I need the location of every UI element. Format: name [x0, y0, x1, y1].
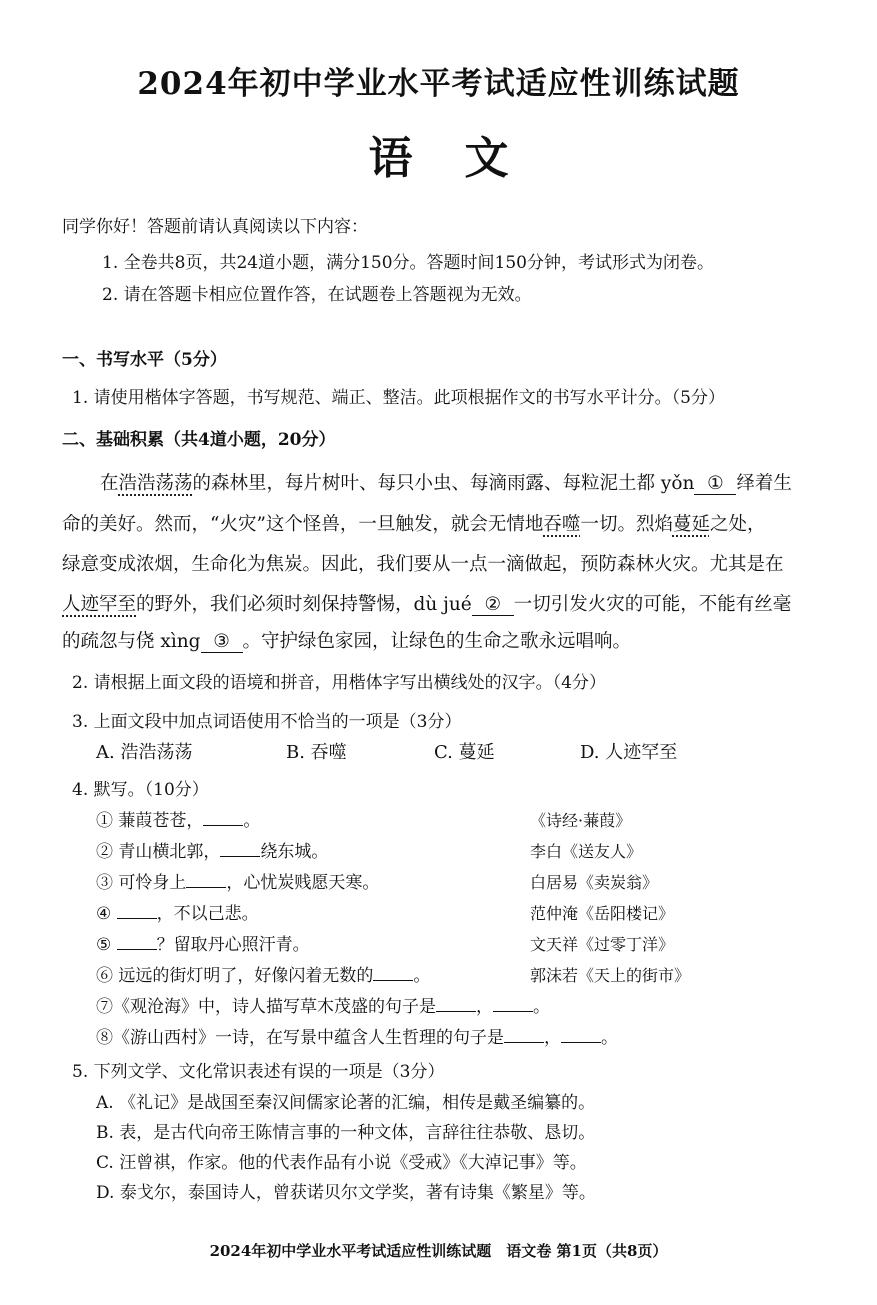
option-d: D. 人迹罕至	[580, 742, 678, 763]
question-4: 4. 默写。（10分）	[72, 780, 209, 800]
passage-line	[62, 627, 631, 653]
passage-text: 之处，	[709, 514, 766, 535]
exam-title: 2024年初中学业水平考试适应性训练试题	[137, 66, 740, 102]
question-3: 3. 上面文段中加点词语使用不恰当的一项是（3分）	[72, 712, 462, 732]
section-heading: 一、书写水平（5分）	[62, 350, 227, 370]
line-text: ⑧《游山西村》一诗，在写景中蕴含人生哲理的句子是	[96, 1028, 504, 1048]
notice-item: 1. 全卷共8页，共24道小题，满分150分。答题时间150分钟，考试形式为闭卷。	[102, 253, 714, 273]
recitation-line	[96, 992, 550, 1017]
passage-text: 在	[100, 473, 119, 494]
poem-source: 白居易《卖炭翁》	[530, 873, 659, 892]
answer-blank: ③	[201, 631, 243, 653]
line-text: ，	[544, 1028, 561, 1048]
option-c: C. 蔓延	[434, 742, 495, 763]
recitation-line	[96, 1023, 618, 1048]
answer-blank	[504, 1028, 544, 1043]
answer-blank: ②	[472, 594, 514, 616]
subject-title: 语文	[368, 133, 561, 184]
option-a: A. 《礼记》是战国至秦汉间儒家论著的汇编，相传是戴圣编纂的。	[96, 1093, 596, 1113]
line-text: 青山横北郭，	[118, 842, 221, 862]
line-text: ⑦《观沧海》中，诗人描写草木茂盛的句子是	[96, 997, 436, 1017]
line-text: 远远的街灯明了，好像闪着无数的	[118, 966, 374, 986]
option-b: B. 吞噬	[286, 742, 347, 763]
passage-text: 命的美好。然而，“火灾”这个怪兽，一旦触发，就会无情地	[62, 514, 544, 535]
answer-blank	[493, 997, 533, 1012]
line-text: 可怜身上	[118, 873, 187, 893]
option-b: B. 表，是古代向帝王陈情言事的一种文体，言辞往往恭敬、恳切。	[96, 1123, 596, 1143]
line-number: ⑤	[96, 935, 112, 955]
line-text: 绕东城。	[260, 842, 329, 862]
notice-item: 2. 请在答题卡相应位置作答，在试题卷上答题视为无效。	[102, 285, 532, 305]
recitation-line	[96, 837, 328, 862]
poem-source: 文天祥《过零丁洋》	[530, 935, 675, 954]
page-footer: 2024年初中学业水平考试适应性训练试题 语文卷 第1页（共8页）	[209, 1242, 668, 1260]
passage-line: 绿意变成浓烟，生命化为焦炭。因此，我们要从一点一滴做起，预防森林火灾。尤其是在	[62, 554, 784, 575]
recitation-line	[96, 930, 310, 955]
line-text: ，心忧炭贱愿天寒。	[226, 873, 380, 893]
passage-text: 一切。烈焰	[580, 514, 673, 535]
poem-source: 《诗经·蒹葭》	[530, 811, 632, 830]
option-a: A. 浩浩荡荡	[96, 742, 193, 763]
question-5: 5. 下列文学、文化常识表述有误的一项是（3分）	[72, 1062, 445, 1082]
passage-line	[100, 469, 792, 495]
dotted-word: 蔓延	[672, 514, 710, 535]
answer-blank: ①	[694, 473, 736, 495]
notice-greeting: 同学你好！答题前请认真阅读以下内容：	[62, 217, 368, 237]
line-number: ④	[96, 904, 112, 924]
recitation-line	[96, 806, 260, 831]
dotted-word: 人迹罕至	[62, 594, 137, 615]
poem-source: 郭沫若《天上的街市》	[530, 966, 691, 985]
answer-blank	[203, 811, 243, 826]
line-number: ③	[96, 873, 113, 893]
answer-blank	[373, 966, 413, 981]
line-text: 。	[533, 997, 550, 1017]
passage-text: 的疏忽与侥 xìng	[62, 631, 201, 652]
answer-blank	[561, 1028, 601, 1043]
passage-text: 的森林里，每片树叶、每只小虫、每滴雨露、每粒泥土都 yǒn	[192, 473, 695, 494]
question-2: 2. 请根据上面文段的语境和拼音，用楷体字写出横线处的汉字。（4分）	[72, 673, 606, 693]
recitation-line	[96, 868, 379, 893]
option-d: D. 泰戈尔，泰国诗人，曾获诺贝尔文学奖，著有诗集《繁星》等。	[96, 1183, 596, 1203]
option-c: C. 汪曾祺，作家。他的代表作品有小说《受戒》《大淖记事》等。	[96, 1153, 587, 1173]
passage-text: 绎着生	[736, 473, 792, 494]
recitation-line	[96, 961, 430, 986]
passage-text: 。守护绿色家园，让绿色的生命之歌永远唱响。	[242, 631, 632, 652]
line-number: ①	[96, 811, 113, 831]
line-text: ？留取丹心照汗青。	[156, 935, 310, 955]
section-heading: 二、基础积累（共4道小题，20分）	[62, 430, 336, 450]
line-number: ⑥	[96, 966, 113, 986]
line-text: 。	[243, 811, 261, 831]
passage-line	[62, 590, 791, 616]
passage-text: 的野外，我们必须时刻保持警惕，dù jué	[136, 594, 472, 615]
line-text: 。	[413, 966, 431, 986]
dotted-word: 浩浩荡荡	[118, 473, 193, 494]
answer-blank	[436, 997, 476, 1012]
line-number: ②	[96, 842, 113, 862]
recitation-line	[96, 899, 259, 924]
answer-blank	[186, 873, 226, 888]
passage-line	[62, 510, 765, 536]
line-text: 蒹葭苍苍，	[118, 811, 204, 831]
answer-blank	[220, 842, 260, 857]
poem-source: 李白《送友人》	[530, 842, 643, 861]
poem-source: 范仲淹《岳阳楼记》	[530, 904, 675, 923]
answer-blank	[117, 904, 157, 919]
dotted-word: 吞噬	[543, 514, 581, 535]
line-text: ，不以己悲。	[156, 904, 259, 924]
line-text: 。	[601, 1028, 618, 1048]
answer-blank	[117, 935, 157, 950]
question-1: 1. 请使用楷体字答题，书写规范、端正、整洁。此项根据作文的书写水平计分。（5分）	[72, 388, 725, 408]
passage-text: 一切引发火灾的可能，不能有丝毫	[513, 594, 792, 615]
line-text: ，	[476, 997, 493, 1017]
